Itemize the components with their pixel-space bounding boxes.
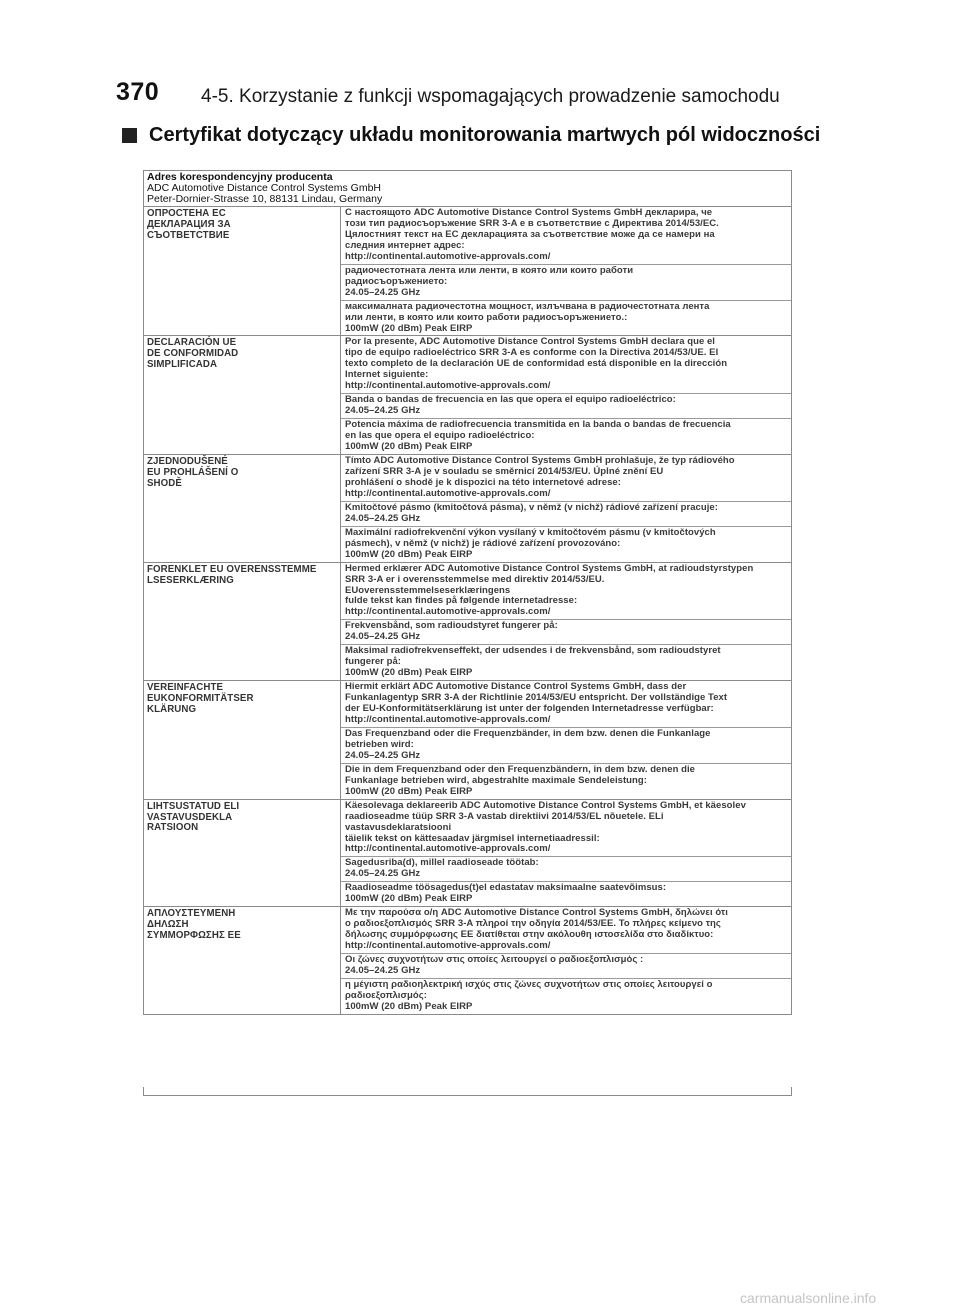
declaration-row: [144, 681, 791, 800]
cell-text-line: 100mW (20 dBm) Peak EIRP: [345, 785, 473, 797]
declaration-row: [144, 455, 791, 563]
cell-text-line: Raadioseadme töösagedus(t)el edastatav maksimaalne saatevõimsus:: [345, 882, 667, 894]
declaration-cell: [341, 394, 791, 419]
cell-text-line: Kmitočtové pásmo (kmitočtová pásma), v němž (v nichž) rádiové zařízení pracuje:: [345, 501, 718, 513]
language-title-line: ОПРОСТЕНА ЕС: [147, 208, 226, 219]
cell-text-line: http://continental.automotive-approvals.com/: [345, 713, 551, 725]
cell-text-line: texto completo de la declaración UE de conformidad está disponible en la dirección: [345, 358, 728, 370]
cell-text-line: 100mW (20 dBm) Peak EIRP: [345, 322, 473, 334]
declaration-cell: [341, 907, 791, 954]
cell-text-line: следния интернет адрес:: [345, 239, 465, 251]
declaration-language-title: [144, 907, 341, 1014]
declaration-cell: [341, 455, 791, 502]
cell-text-line: 100mW (20 dBm) Peak EIRP: [345, 893, 473, 905]
declaration-cells: [341, 455, 791, 562]
language-title-line: DECLARACIÓN UE: [147, 337, 237, 349]
cell-text-line: Οι ζώνες συχνοτήτων στις οποίες λειτουργεί ο ραδιοεξοπλισμός :: [345, 954, 644, 966]
cell-text-line: Potencia máxima de radiofrecuencia transmitida en la banda o bandas de frecuencia: [345, 419, 731, 431]
cell-text-line: fulde tekst kan findes på følgende internetadresse:: [345, 595, 578, 607]
cell-text-line: 100mW (20 dBm) Peak EIRP: [345, 667, 473, 679]
cell-text-line: η μέγιστη ραδιοηλεκτρική ισχύς στις ζώνες συχνοτήτων στις οποίες λειτουργεί ο: [345, 978, 713, 990]
language-title-line: VASTAVUSDEKLA: [147, 811, 233, 823]
declaration-row: [144, 907, 791, 1015]
cell-text-line: http://continental.automotive-approvals.com/: [345, 250, 551, 262]
cell-text-line: Internet siguiente:: [345, 369, 429, 381]
cell-text-line: 100mW (20 dBm) Peak EIRP: [345, 548, 473, 560]
declaration-cells: [341, 563, 791, 681]
section-title: Certyfikat dotyczący układu monitorowania martwych pól widoczności: [149, 124, 821, 146]
declaration-cells: [341, 207, 791, 335]
declaration-language-title: [144, 455, 341, 562]
language-title-line: SHODĚ: [147, 477, 182, 489]
page-number: 370: [116, 78, 160, 106]
cell-text-line: Käesolevaga deklareerib ADC Automotive Distance Control Systems GmbH, et käesolev: [345, 799, 746, 811]
declaration-cell: [341, 954, 791, 979]
cell-text-line: 24.05–24.25 GHz: [345, 405, 421, 417]
cell-text-line: Цялостният текст на ЕС декларацията за съответствие може да се намери на: [345, 228, 715, 240]
cell-text-line: δήλωσης συμμόρφωσης ΕΕ διατίθεται στην ακόλουθη ιστοσελίδα στο διαδίκτυο:: [345, 929, 714, 941]
cell-text-line: en las que opera el equipo radioeléctrico:: [345, 430, 535, 442]
language-title-line: FORENKLET EU OVERENSSTEMME: [147, 563, 317, 575]
certificate-table: [143, 170, 792, 1015]
address-line-1: ADC Automotive Distance Control Systems GmbH: [147, 182, 381, 194]
declaration-cells: [341, 800, 791, 907]
cell-text-line: този тип радиосъоръжение SRR 3-A е в съответствие с Директива 2014/53/ЕС.: [345, 217, 719, 229]
declaration-language-title: [144, 207, 341, 335]
declaration-cell: [341, 207, 791, 265]
cell-text-line: 100mW (20 dBm) Peak EIRP: [345, 441, 473, 453]
declaration-cell: [341, 563, 791, 621]
declaration-cell: [341, 979, 791, 1014]
language-title-line: SIMPLIFICADA: [147, 359, 218, 371]
declaration-language-title: [144, 681, 341, 799]
cell-text-line: радиосъоръжението:: [345, 275, 448, 287]
cell-text-line: EUoverensstemmelseserklæringens: [345, 584, 511, 596]
language-title-line: СЪОТВЕТСТВИЕ: [147, 229, 230, 241]
cell-text-line: tipo de equipo radioeléctrico SRR 3-A es conforme con la Directiva 2014/53/UE. El: [345, 347, 719, 359]
chapter-title: 4-5. Korzystanie z funkcji wspomagających prowadzenie samochodu: [201, 86, 780, 107]
language-title-line: ΑΠΛΟΥΣΤΕΥΜΕΝΗ: [147, 908, 236, 920]
declaration-cell: [341, 336, 791, 394]
declaration-cell: [341, 728, 791, 764]
declaration-cell: [341, 502, 791, 527]
declaration-cell: [341, 800, 791, 858]
cell-text-line: ραδιοεξοπλισμός:: [345, 989, 427, 1001]
declaration-language-title: [144, 563, 341, 681]
language-title-line: EUKONFORMITÄTSER: [147, 693, 254, 705]
cell-text-line: радиочестотната лента или ленти, в която или които работи: [345, 264, 634, 276]
cell-text-line: zařízení SRR 3-A je v souladu se směrnicí 2014/53/EU. Úplné znění EU: [345, 465, 664, 477]
language-title-line: ДЕКЛАРАЦИЯ ЗА: [147, 218, 231, 230]
language-title-line: KLÄRUNG: [147, 703, 197, 715]
cell-text-line: максималната радиочестотна мощност, излъчвана в радиочестотната лента: [345, 300, 710, 312]
language-title-line: VEREINFACHTE: [147, 682, 224, 694]
cell-text-line: 24.05–24.25 GHz: [345, 631, 421, 643]
cell-text-line: prohlášení o shodě je k dispozici na této internetové adrese:: [345, 476, 621, 488]
address-line-2: Peter-Dornier-Strasse 10, 88131 Lindau, Germany: [147, 193, 383, 205]
cell-text-line: 100mW (20 dBm) Peak EIRP: [345, 1000, 473, 1012]
cell-text-line: betrieben wird:: [345, 738, 414, 750]
declaration-cell: [341, 882, 791, 906]
page-header: [0, 0, 960, 120]
declaration-cell: [341, 764, 791, 799]
declaration-cell: [341, 681, 791, 728]
cell-text-line: Hiermit erklärt ADC Automotive Distance Control Systems GmbH, dass der: [345, 681, 687, 693]
cell-text-line: http://continental.automotive-approvals.com/: [345, 606, 551, 618]
cell-text-line: Frekvensbånd, som radioudstyret fungerer på:: [345, 620, 558, 632]
declaration-cells: [341, 336, 791, 454]
declaration-language-title: [144, 336, 341, 454]
language-title-line: LSESERKLÆRING: [147, 574, 234, 586]
cell-text-line: http://continental.automotive-approvals.com/: [345, 380, 551, 392]
language-title-line: LIHTSUSTATUD ELI: [147, 800, 240, 812]
declaration-language-title: [144, 800, 341, 907]
declaration-rows: [144, 207, 791, 1015]
address-title: Adres korespondencyjny producenta: [147, 171, 333, 183]
cell-text-line: или ленти, в която или които работи радиосъоръжението.:: [345, 311, 628, 323]
cell-text-line: Funkanlagentyp SRR 3-A der Richtlinie 2014/53/EU entspricht. Der vollständige Text: [345, 692, 728, 704]
cell-text-line: Sagedusriba(d), millel raadioseade töötab:: [345, 857, 539, 869]
watermark: carmanualsonline.info: [740, 1290, 877, 1306]
declaration-cells: [341, 681, 791, 799]
language-title-line: RATSIOON: [147, 822, 199, 834]
cell-text-line: 24.05–24.25 GHz: [345, 512, 421, 524]
declaration-row: [144, 563, 791, 682]
cell-text-line: Maksimal radiofrekvenseffekt, der udsendes i de frekvensbånd, som radioudstyret: [345, 645, 721, 657]
declaration-cell: [341, 857, 791, 882]
cell-text-line: Maximální radiofrekvenční výkon vysílaný v kmitočtovém pásmu (v kmitočtových: [345, 526, 716, 538]
cell-text-line: Tímto ADC Automotive Distance Control Systems GmbH prohlašuje, že typ rádiového: [345, 455, 735, 467]
declaration-cell: [341, 419, 791, 454]
cell-text-line: Hermed erklærer ADC Automotive Distance Control Systems GmbH, at radioudstyrstypen: [345, 562, 754, 574]
cell-text-line: 24.05–24.25 GHz: [345, 965, 421, 976]
square-bullet-icon: [122, 128, 137, 143]
cell-text-line: pásmech), v němž (v nichž) je rádiové zařízení provozováno:: [345, 537, 621, 549]
cell-text-line: http://continental.automotive-approvals.com/: [345, 487, 551, 499]
declaration-cell: [341, 301, 791, 336]
cell-text-line: Por la presente, ADC Automotive Distance Control Systems GmbH declara que el: [345, 336, 715, 348]
manufacturer-address: [144, 170, 791, 207]
cell-text-line: Banda o bandas de frecuencia en las que opera el equipo radioeléctrico:: [345, 394, 676, 406]
cell-text-line: http://continental.automotive-approvals.com/: [345, 940, 551, 952]
cell-text-line: vastavusdeklaratsiooni: [345, 821, 452, 833]
cell-text-line: SRR 3-A er i overensstemmelse med direktiv 2014/53/EU.: [345, 573, 605, 585]
table-bottom-border: [143, 1087, 792, 1096]
language-title-line: ΣΥΜΜΟΡΦΩΣΗΣ ΕΕ: [147, 930, 241, 942]
cell-text-line: 24.05–24.25 GHz: [345, 286, 421, 298]
declaration-row: [144, 207, 791, 336]
cell-text-line: Funkanlage betrieben wird, abgestrahlte maximale Sendeleistung:: [345, 774, 647, 786]
language-title-line: ZJEDNODUŠENÉ: [147, 456, 228, 468]
cell-text-line: ο ραδιοεξοπλισμός SRR 3-A πληροί την οδηγία 2014/53/ΕΕ. Το πλήρες κείμενο της: [345, 918, 721, 930]
language-title-line: ΔΗΛΩΣΗ: [147, 919, 189, 931]
cell-text-line: der EU-Konformitätserklärung ist unter der folgenden Internetadresse verfügbar:: [345, 703, 714, 715]
cell-text-line: С настоящото ADC Automotive Distance Control Systems GmbH декларира, че: [345, 207, 713, 218]
cell-text-line: 24.05–24.25 GHz: [345, 868, 421, 880]
cell-text-line: Die in dem Frequenzband oder den Frequenzbändern, in dem bzw. denen die: [345, 763, 695, 775]
declaration-cell: [341, 645, 791, 680]
declaration-row: [144, 336, 791, 455]
cell-text-line: Das Frequenzband oder die Frequenzbänder, in dem bzw. denen die Funkanlage: [345, 727, 711, 739]
declaration-cell: [341, 620, 791, 645]
cell-text-line: http://continental.automotive-approvals.com/: [345, 843, 551, 855]
language-title-line: EU PROHLÁŠENÍ O: [147, 466, 239, 478]
language-title-line: DE CONFORMIDAD: [147, 348, 239, 360]
declaration-cells: [341, 907, 791, 1014]
section-heading: [122, 124, 820, 147]
declaration-row: [144, 800, 791, 908]
declaration-cell: [341, 527, 791, 562]
cell-text-line: fungerer på:: [345, 656, 402, 668]
cell-text-line: täielik tekst on kättesaadav järgmisel internetiaadressil:: [345, 832, 600, 844]
cell-text-line: raadioseadme tüüp SRR 3-A vastab direktiivi 2014/53/EL nõuetele. ELi: [345, 810, 664, 822]
cell-text-line: Με την παρούσα ο/η ADC Automotive Distance Control Systems GmbH, δηλώνει ότι: [345, 907, 728, 919]
cell-text-line: 24.05–24.25 GHz: [345, 749, 421, 761]
declaration-cell: [341, 265, 791, 301]
